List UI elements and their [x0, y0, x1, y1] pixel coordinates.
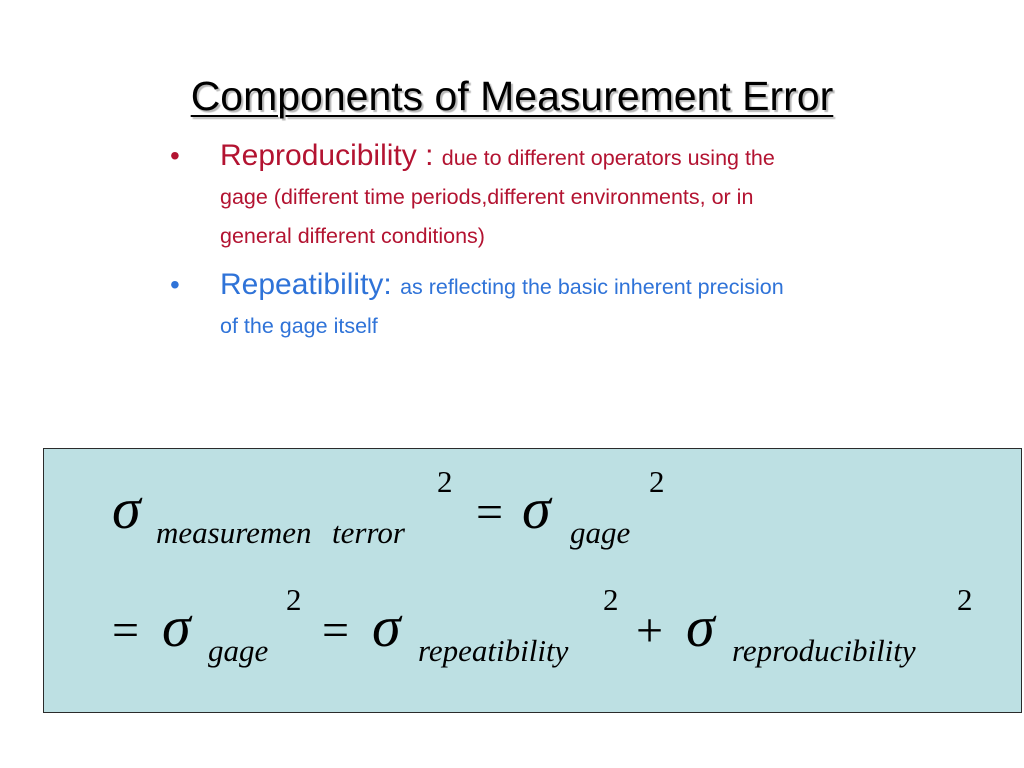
subscript-gage: gage: [570, 515, 631, 550]
bullet-repeatibility: [170, 267, 810, 347]
superscript-two: 2: [437, 464, 453, 499]
sigma-symbol: σ: [162, 594, 191, 659]
subscript-gage: gage: [208, 633, 269, 668]
sigma-symbol: σ: [686, 594, 715, 659]
description-reproducibility: due to different operators using the gage (different time periods,different environments, or in general different conditions): [220, 146, 775, 248]
formula-box: [43, 448, 1022, 713]
bullet-reproducibility: [170, 138, 810, 257]
superscript-two: 2: [957, 582, 973, 617]
bullet-list: [170, 138, 810, 357]
equals-sign: =: [476, 486, 504, 539]
superscript-two: 2: [603, 582, 619, 617]
subscript-measurement: measuremen: [156, 515, 312, 550]
sigma-symbol: σ: [372, 594, 401, 659]
formula-equation: [44, 449, 1023, 714]
description-repeatibility: as reflecting the basic inherent precision of the gage itself: [220, 275, 784, 338]
subscript-error: terror: [332, 515, 405, 550]
equals-sign: =: [322, 604, 350, 657]
bullet-marker: •: [170, 140, 180, 171]
plus-sign: +: [636, 604, 664, 657]
sigma-symbol: σ: [522, 476, 551, 541]
bullet-text: [220, 267, 790, 347]
subscript-repeatibility: repeatibility: [418, 633, 569, 668]
term-repeatibility: Repeatibility:: [220, 268, 401, 301]
subscript-reproducibility: reproducibility: [732, 633, 916, 668]
bullet-text: [220, 138, 790, 257]
superscript-two: 2: [649, 464, 665, 499]
sigma-symbol: σ: [112, 476, 141, 541]
term-reproducibility: Reproducibility :: [220, 139, 442, 172]
equals-sign: =: [112, 604, 140, 657]
bullet-marker: •: [170, 269, 180, 300]
slide-title: Components of Measurement Error: [190, 73, 834, 119]
superscript-two: 2: [286, 582, 302, 617]
